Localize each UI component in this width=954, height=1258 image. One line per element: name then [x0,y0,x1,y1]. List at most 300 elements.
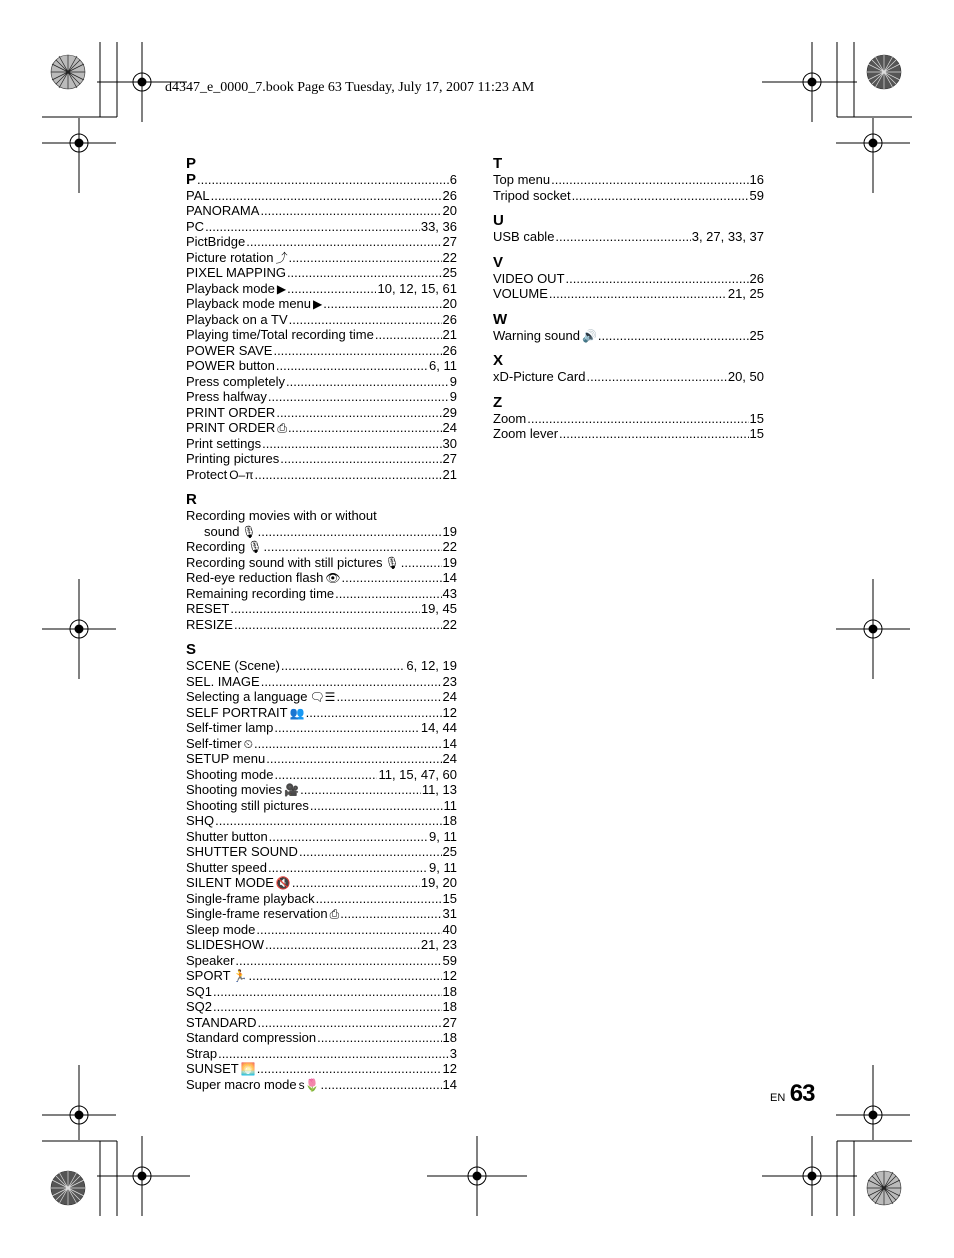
index-entry [186,436,457,452]
file-header: d4347_e_0000_7.book Page 63 Tuesday, July 17, 2007 11:23 AM [165,80,535,95]
entry-label: SCENE (Scene) [186,658,280,673]
section-letter: Z [493,393,503,411]
entry-pages: 18 [442,1030,457,1045]
entry-label: USB cable [493,229,555,244]
entry-label: PC [186,218,205,234]
index-entry [186,705,457,721]
entry-pages: 19, 20 [420,875,457,890]
dot-leader [265,937,420,953]
section-letter: R [186,491,197,508]
entry-label: Printing pictures [186,451,280,466]
page-number-value: 63 [789,1080,815,1107]
entry-label: VIDEO OUT [493,270,565,286]
index-entry [186,451,457,467]
entry-label: Self-timer ⏲ [186,735,253,751]
entry-label: PRINT ORDER [186,404,276,420]
index-section-s [186,641,457,1092]
entry-label: Shutter speed [186,859,267,875]
section-letter: W [493,310,508,328]
index-entry [186,875,457,891]
entry-label: PIXEL MAPPING [186,265,286,280]
dot-leader [316,891,442,907]
entry-pages: 9, 11 [429,859,457,875]
dot-leader [260,203,441,219]
entry-label: Shooting mode [186,766,274,782]
dot-leader [287,281,376,297]
entry-pages: 3, 27, 33, 37 [691,229,764,244]
entry-icon: 🎙 [384,555,400,570]
index-entry [186,829,457,845]
entry-icon: 👥 [289,705,305,720]
dot-leader [572,188,749,204]
entry-label: POWER SAVE [186,342,273,358]
entry-label: P [186,171,197,188]
dot-leader [288,420,442,436]
entry-icon: 🏃 [232,969,248,983]
index-entry [186,999,457,1015]
entry-pages: 20 [442,296,457,311]
entry-label: Protect O‒π [186,466,254,482]
entry-pages: 20 [442,203,457,218]
entry-pages: 26 [749,270,764,286]
dot-leader [555,229,690,245]
index-entry [186,922,457,938]
dot-leader [401,555,442,571]
index-entry [186,250,457,266]
index-section-v [493,254,764,302]
index-entry [186,601,457,617]
entry-label: Recording sound with still pictures 🎙 [186,554,400,570]
dot-leader [551,172,748,188]
entry-label: SILENT MODE 🔇 [186,875,291,890]
entry-pages: 26 [442,311,457,327]
entry-label: Speaker [186,952,235,968]
dot-leader [276,405,441,421]
entry-pages: 24 [442,420,457,435]
dot-leader [273,343,441,359]
index-entry [186,844,457,860]
entry-label: Playback mode menu ▶ [186,296,323,311]
dot-leader [262,436,441,452]
dot-leader [205,219,420,235]
entry-icon: 🎙 [241,524,257,539]
index-entry [186,343,457,359]
dot-leader [230,601,420,617]
entry-pages: 6, 11 [429,358,457,373]
index-entry [186,420,457,436]
dot-leader [266,751,441,767]
entry-label: Shooting still pictures [186,797,309,813]
dot-leader [274,767,377,783]
entry-pages: 16 [749,172,764,187]
index-entry [186,467,457,483]
index-entry [186,1015,457,1031]
index-entry [186,658,457,674]
dot-leader [264,539,442,555]
entry-pages: 12 [442,1061,457,1076]
dot-leader [213,984,442,1000]
entry-pages: 18 [442,999,457,1014]
entry-icon: ⏲ [243,736,253,751]
entry-label: Standard compression [186,1030,317,1045]
entry-pages: 18 [442,983,457,999]
dot-leader [598,328,749,344]
index-entry [186,312,457,328]
entry-icon: s🌷 [298,1077,320,1092]
entry-label: PAL [186,187,210,203]
index-entry [493,286,764,302]
index-entry [186,953,457,969]
entry-pages: 21 [442,327,457,342]
section-letter: P [186,155,197,172]
entry-pages: 21, 23 [420,937,457,952]
entry-pages: 23 [442,673,457,689]
index-entry [186,767,457,783]
entry-pages: 40 [442,921,457,937]
index-entry [186,674,457,690]
dot-leader [375,327,442,343]
entry-label: xD-Picture Card [493,369,586,384]
index-entry [186,782,457,798]
entry-pages: 19, 45 [420,601,457,616]
entry-pages: 19 [442,554,457,570]
index-entry [493,411,764,427]
dot-leader [299,844,442,860]
entry-pages: 59 [442,952,457,968]
dot-leader [292,875,420,891]
index-entry [186,234,457,250]
index-entry [186,860,457,876]
index-entry [186,389,457,405]
index-entry [186,281,457,297]
index-entry [493,271,764,287]
entry-pages: 18 [442,813,457,828]
entry-label: Self-timer lamp [186,720,274,735]
entry-pages: 19 [442,523,457,539]
entry-label: Zoom [493,410,527,426]
entry-pages: 21 [442,466,457,482]
entry-pages: 20, 50 [727,369,764,384]
entry-label: RESET [186,601,230,616]
entry-label: SUNSET 🌅 [186,1061,256,1076]
entry-pages: 30 [442,435,457,451]
dot-leader [197,172,449,188]
section-letter: V [493,253,504,271]
index-section-r [186,491,457,632]
language-code: EN [770,1092,786,1104]
index-entry [186,586,457,602]
entry-icon: 🎙 [247,540,263,554]
index-entry [186,813,457,829]
entry-label: RESIZE [186,616,233,632]
entry-label: SETUP menu [186,751,266,766]
entry-label: Recording 🎙 [186,539,263,554]
index-entry [493,369,764,385]
entry-label: Warning sound 🔊 [493,327,597,343]
index-entry [186,172,457,188]
index-entry [186,570,457,586]
index-entry [186,265,457,281]
entry-icon: ⎙ [329,907,340,921]
dot-leader [215,813,441,829]
dot-leader [287,265,442,281]
index-entry [493,172,764,188]
index-entry [186,188,457,204]
index-entry [186,405,457,421]
index-entry [493,328,764,344]
entry-pages: 59 [749,187,764,203]
entry-label: Recording movies with or without [186,508,377,523]
index-section-p [186,155,457,482]
entry-pages: 11 [443,797,457,813]
index-entry [186,555,457,571]
entry-icon: 🎥 [284,783,300,797]
entry-pages: 9, 11 [429,828,457,844]
entry-pages: 11, 13 [421,782,457,797]
entry-pages: 27 [442,234,457,249]
entry-pages: 14, 44 [420,720,457,735]
dot-leader [336,689,441,705]
index-entry [493,188,764,204]
dot-leader [254,467,441,483]
index-entry [186,798,457,814]
index-entry [186,689,457,705]
entry-pages: 24 [442,689,457,704]
dot-leader [261,674,442,690]
index-section-w [493,311,764,344]
index-section-z [493,394,764,442]
index-entry [186,327,457,343]
index-entry [186,358,457,374]
dot-leader [310,798,443,814]
index-entry [186,508,457,524]
entry-pages: 9 [449,373,457,389]
entry-label: Playback on a TV [186,311,288,327]
entry-pages: 14 [442,1076,457,1092]
entry-label: Super macro mode s🌷 [186,1076,320,1092]
dot-leader [218,1046,449,1062]
entry-label: Single-frame playback [186,890,315,906]
entry-icon: ▶ [276,281,287,296]
dot-leader [211,188,442,204]
index-entry [186,906,457,922]
index-column-left [186,155,457,1101]
entry-pages: 29 [442,404,457,420]
index-entry [186,524,457,540]
section-letter: T [493,155,503,172]
section-letter: S [186,641,197,658]
page-number [770,1080,814,1108]
index-column-right [493,155,764,451]
dot-leader [274,720,419,736]
entry-label: SQ2 [186,999,213,1014]
entry-pages: 12 [442,704,457,720]
entry-pages: 43 [442,585,457,601]
entry-label: POWER button [186,358,275,373]
dot-leader [254,736,442,752]
entry-pages: 15 [749,426,764,441]
entry-label: Press halfway [186,389,267,404]
entry-pages: 15 [442,890,457,906]
dot-leader [559,426,749,442]
index-section-x [493,352,764,385]
entry-label: Playback mode ▶ [186,280,287,296]
entry-icon: 👁 [325,571,341,585]
entry-label: STANDARD [186,1014,257,1030]
entry-label: SEL. IMAGE [186,673,260,689]
dot-leader [258,524,442,540]
index-entry [186,539,457,555]
entry-label: Shutter button [186,828,268,844]
entry-label: Sleep mode [186,921,256,937]
dot-leader [549,286,727,302]
entry-label: VOLUME [493,286,548,301]
entry-pages: 22 [442,249,457,265]
dot-leader [340,906,441,922]
entry-label: Red-eye reduction flash 👁 [186,570,341,585]
dot-leader [317,1030,441,1046]
index-entry [186,984,457,1000]
dot-leader [246,234,441,250]
entry-label: SELF PORTRAIT 👥 [186,704,305,720]
entry-pages: 24 [442,751,457,766]
entry-pages: 6 [449,172,457,187]
dot-leader [342,570,442,586]
dot-leader [586,369,726,385]
entry-pages: 27 [442,1014,457,1030]
entry-icon: 🗨☰ [309,690,336,704]
entry-pages: 26 [442,342,457,358]
entry-pages: 3 [449,1045,457,1061]
dot-leader [281,658,405,674]
dot-leader [300,782,421,798]
entry-icon: 🌅 [240,1062,256,1076]
dot-leader [286,374,449,390]
entry-pages: 21, 25 [727,286,764,301]
entry-label: SLIDESHOW [186,937,265,952]
entry-pages: 33, 36 [420,218,457,234]
entry-label: Tripod socket [493,187,571,203]
section-letter: X [493,352,504,369]
dot-leader [566,271,749,287]
entry-pages: 9 [449,389,457,404]
dot-leader [335,586,441,602]
entry-pages: 25 [442,844,457,859]
dot-leader [258,1015,442,1031]
entry-label: Playing time/Total recording time [186,327,374,342]
entry-label: Top menu [493,172,551,187]
dot-leader [306,705,442,721]
entry-pages: 12 [442,968,457,983]
entry-icon: O‒π [229,467,254,482]
dot-leader [257,1061,442,1077]
index-entry [186,1030,457,1046]
entry-icon: ▶ [313,297,323,311]
dot-leader [235,953,441,969]
index-entry [186,1061,457,1077]
entry-pages: 26 [442,187,457,203]
entry-label: Press completely [186,373,285,389]
entry-label: Shooting movies 🎥 [186,782,300,797]
entry-pages: 6, 12, 19 [406,658,457,673]
index-entry [186,1077,457,1093]
dot-leader [289,312,442,328]
entry-pages: 14 [442,735,457,751]
entry-label: SPORT 🏃 [186,968,248,983]
entry-label: Remaining recording time [186,585,335,601]
entry-pages: 25 [749,327,764,343]
dot-leader [213,999,442,1015]
dot-leader [321,1077,442,1093]
entry-pages: 27 [442,451,457,466]
entry-icon: ⤴ [275,250,288,265]
entry-label: PRINT ORDER ⎙ [186,420,287,435]
index-entry [186,617,457,633]
index-entry [186,219,457,235]
dot-leader [268,860,428,876]
dot-leader [268,389,449,405]
index-entry [186,1046,457,1062]
dot-leader [276,358,428,374]
dot-leader [527,411,748,427]
index-entry [186,891,457,907]
entry-icon: 🔇 [275,876,291,890]
index-entry [186,937,457,953]
entry-pages: 22 [442,616,457,632]
index-entry [186,720,457,736]
entry-label: Picture rotation ⤴ [186,249,288,265]
entry-label: sound 🎙 [204,523,257,539]
entry-label: SHUTTER SOUND [186,844,298,859]
index-entry [186,203,457,219]
entry-pages: 11, 15, 47, 60 [378,766,457,782]
entry-pages: 25 [442,265,457,280]
index-entry [186,736,457,752]
index-entry [186,968,457,984]
entry-icon: 🔊 [581,328,597,343]
dot-leader [288,250,441,266]
dot-leader [323,296,441,312]
entry-label: Strap [186,1045,218,1061]
entry-label: SHQ [186,813,215,828]
entry-label: PictBridge [186,234,246,249]
entry-label: Print settings [186,435,262,451]
entry-pages: 14 [442,570,457,585]
dot-leader [234,617,442,633]
index-entry [186,296,457,312]
entry-icon: ⎙ [277,421,287,435]
entry-pages: 10, 12, 15, 61 [377,280,457,296]
index-entry [186,374,457,390]
dot-leader [249,968,442,984]
dot-leader [256,922,441,938]
dot-leader [269,829,428,845]
index-entry [493,426,764,442]
entry-label: Zoom lever [493,426,559,441]
entry-pages: 15 [749,410,764,426]
section-letter: U [493,212,504,229]
dot-leader [280,451,441,467]
index-section-u [493,212,764,245]
entry-pages: 22 [442,539,457,554]
index-entry [493,229,764,245]
entry-label: Single-frame reservation ⎙ [186,906,340,921]
entry-label: PANORAMA [186,203,260,218]
entry-label: SQ1 [186,983,213,999]
index-entry [186,751,457,767]
index-section-t [493,155,764,203]
entry-pages: 31 [442,906,457,921]
